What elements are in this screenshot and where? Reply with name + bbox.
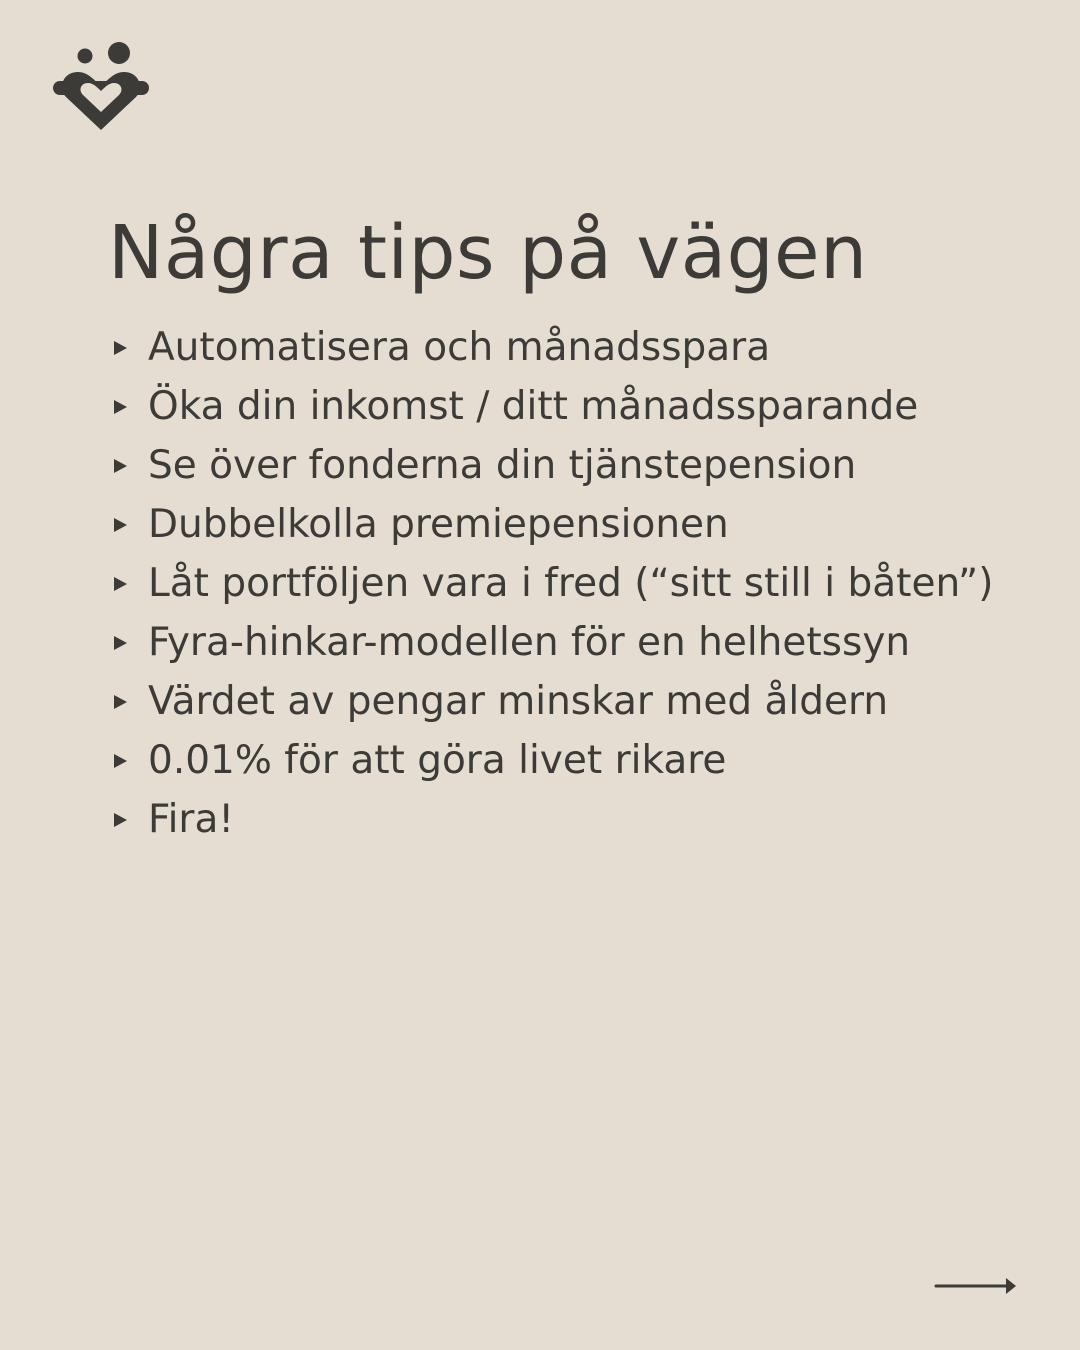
- list-item: [114, 554, 993, 613]
- tip-text: Låt portföljen vara i fred (“sitt still i båten”): [148, 561, 994, 606]
- tip-text: Fira!: [148, 797, 234, 842]
- list-item: [114, 731, 993, 790]
- family-heart-logo-icon: [50, 42, 152, 136]
- list-item: [114, 436, 993, 495]
- tip-text: Värdet av pengar minskar med åldern: [148, 679, 889, 724]
- list-item: [114, 377, 993, 436]
- tip-text: Dubbelkolla premiepensionen: [148, 502, 729, 547]
- list-item: [114, 613, 993, 672]
- list-item: [114, 790, 993, 849]
- tip-text: Se över fonderna din tjänstepension: [148, 443, 857, 488]
- bullet-triangle-icon: [114, 813, 127, 827]
- bullet-triangle-icon: [114, 577, 127, 591]
- list-item: [114, 318, 993, 377]
- tip-text: 0.01% för att göra livet rikare: [148, 738, 727, 783]
- bullet-triangle-icon: [114, 695, 127, 709]
- list-item: [114, 672, 993, 731]
- list-item: [114, 495, 993, 554]
- tips-list: [114, 318, 993, 849]
- tip-text: Automatisera och månadsspara: [148, 325, 771, 370]
- arrow-right-icon[interactable]: [934, 1274, 1018, 1298]
- bullet-triangle-icon: [114, 754, 127, 768]
- bullet-triangle-icon: [114, 518, 127, 532]
- bullet-triangle-icon: [114, 636, 127, 650]
- bullet-triangle-icon: [114, 459, 127, 473]
- tip-text: Fyra-hinkar-modellen för en helhetssyn: [148, 620, 911, 665]
- bullet-triangle-icon: [114, 400, 127, 414]
- page-title: Några tips på vägen: [108, 210, 868, 296]
- bullet-triangle-icon: [114, 341, 127, 355]
- tip-text: Öka din inkomst / ditt månadssparande: [148, 384, 919, 429]
